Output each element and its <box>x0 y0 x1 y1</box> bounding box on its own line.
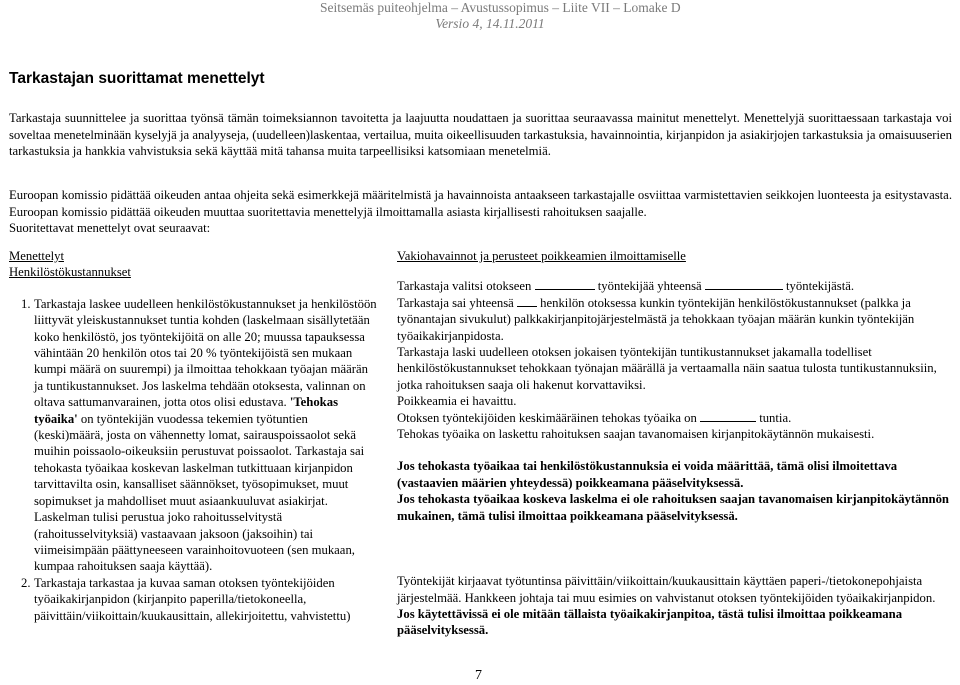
procedure-list <box>9 296 377 624</box>
finding-no-exceptions: Poikkeamia ei havaittu. <box>397 394 517 409</box>
finding-recalculation: Tarkastaja laski uudelleen otoksen jokaisen työntekijän tuntikustannukset jakamalla todelliset henkilöstökustannukset tehokkaan työnajan määrällä ja vertaamalla näin saatua tulosta tuntikustannuksiin, jotka rahoituksen saaja oli hakenut korvattaviksi. <box>397 345 937 392</box>
exception-note-1: Jos tehokasta työaikaa tai henkilöstökustannuksia ei voida määrittää, tämä olisi ilmoitettava (vastaavien määrien yhteydessä) poikkeamana pääselvityksessä. <box>397 459 898 490</box>
exception-note-2: Jos tehokasta työaikaa koskeva laskelma ei ole rahoituksen saajan tavanomaisen kirjanpitokäytännön mukainen, tämä tulisi ilmoittaa poikkeamana pääselvityksessä. <box>397 492 949 523</box>
finding-sample <box>397 278 953 294</box>
procedures-intro: Suoritettavat menettelyt ovat seuraavat: <box>9 221 211 236</box>
finding-text: Otoksen työntekijöiden keskimääräinen tehokas työaika on <box>397 410 697 425</box>
finding-text: tuntia. <box>759 410 792 425</box>
procedure-text-continued: on työntekijän vuodessa tekemien työtuntien (keski)määrä, josta on vähennetty lomat, sairauspoissaolot sekä muihin poissaolo-oikeuksiin perustuvat poissaolot. Tarkastaja sai tehokasta työaikaa koskevan laskelman tutkittuaan kirjanpidon tarvittavilta osin, kansalliset säännökset, työsopimukset, muut sopimukset ja mahdolliset muut asiaankuuluvat asiakirjat. Laskelman tulisi perustua joko rahoitusselvitystä (rahoitusselvityksiä) vastaavaan jaksoon (jaksoihin) tai viimeisimpään päättyneeseen varainhoitovuoteen (sen mukaan, kumpaa rahoituksen saaja käyttää). <box>34 411 365 574</box>
findings-heading: Vakiohavainnot ja perusteet poikkeamien ilmoittamiselle <box>397 249 686 263</box>
procedure-item-1 <box>9 296 377 575</box>
blank-field <box>705 278 783 290</box>
blank-field <box>535 278 595 290</box>
finding-text: työntekijää yhteensä <box>597 279 702 294</box>
procedure-number: 2. <box>21 575 31 590</box>
page-number: 7 <box>475 668 482 683</box>
procedure-text: Tarkastaja laskee uudelleen henkilöstökustannukset ja henkilöstöön liittyvät yleiskustannukset tuntia kohden (laskelmaan sisällytetään koko henkilöstö, jos työntekijöitä on alle 20; muussa tapauksessa vähintään 20 henkilön otos tai 20 % työntekijöistä sen mukaan kumpi määrä on suurempi) ja ilmoittaa tehokkaan työajan määrän ja tuntikustannukset. Jos laskelma tehdään otoksesta, valinnan on oltava sattumanvarainen, jotta otos olisi edustava. <box>34 296 377 410</box>
procedure-bold-text: 'Tehokas työaika' <box>34 395 339 426</box>
findings-column <box>397 248 953 639</box>
personnel-costs-heading: Henkilöstökustannukset <box>9 265 131 280</box>
finding-average-hours <box>397 410 953 426</box>
document-header <box>320 0 681 32</box>
procedure-number: 1. <box>21 296 31 311</box>
blank-field <box>517 295 537 307</box>
finding-accounting-practice: Tehokas työaika on laskettu rahoituksen saajan tavanomaisen kirjanpitokäytännön mukaisesti. <box>397 427 875 442</box>
header-line-1: Seitsemäs puiteohjelma – Avustussopimus – Liite VII – Lomake D <box>320 0 681 15</box>
finding-text: henkilön otoksessa kunkin työntekijän henkilöstökustannukset (palkka ja työnantajan sivukulut) palkkakirjanpitojärjestelmästä ja tehokkaan työajan määrän kunkin työntekijän työaikakirjanpidosta. <box>397 295 915 343</box>
finding-text: Tarkastaja sai yhteensä <box>397 295 514 310</box>
header-line-2: Versio 4, 14.11.2011 <box>435 16 545 31</box>
procedures-heading: Menettelyt <box>9 249 64 263</box>
finding-time-records: Työntekijät kirjaavat työtuntinsa päivittäin/viikoittain/kuukausittain käyttäen paperi-/tietokonepohjaista järjestelmää. Hankkeen johtaja tai muu esimies on vahvistanut otoksen työntekijöiden työaikakirjanpidon. <box>397 574 936 605</box>
finding-text: työntekijästä. <box>786 279 855 294</box>
finding-costs <box>397 295 953 344</box>
section-title: Tarkastajan suorittamat menettelyt <box>9 70 265 87</box>
procedures-column <box>9 248 377 624</box>
intro-paragraph: Tarkastaja suunnittelee ja suorittaa työnsä tämän toimeksiannon tavoitetta ja laajuutta noudattaen ja suorittaa seuraavassa mainitut menettelyt. Menettelyjä suorittaessaan tarkastaja voi soveltaa menetelminään kyselyjä ja analyyseja, (uudelleen)laskentaa, vertailua, muita oikeellisuuden tarkastuksia, havainnointia, kirjanpidon ja asiakirjojen tarkastuksia ja omaisuuserien tarkastuksia ja hankkia vahvistuksia sekä käyttää mitä tahansa muita tarpeellisiksi katsomiaan menetelmiä. <box>9 111 952 159</box>
blank-field <box>700 410 756 422</box>
commission-text: Euroopan komissio pidättää oikeuden antaa ohjeita sekä esimerkkejä määritelmistä ja havainnoista antaakseen tarkastajalle osviittaa varmistettavien seikkojen luonteesta ja esitystavasta. Euroopan komissio pidättää oikeuden muuttaa suoritettavia menettelyjä ilmoittamalla asiasta kirjallisesti rahoituksen saajalle. <box>9 188 952 219</box>
procedure-text: Tarkastaja tarkastaa ja kuvaa saman otoksen työntekijöiden työaikakirjanpidon (kirjanpito paperilla/tietokoneella, päivittäin/viikoittain/kuukausittain, allekirjoitettu, vahvistettu) <box>34 575 351 623</box>
commission-paragraph <box>9 187 952 237</box>
exception-note-3: Jos käytettävissä ei ole mitään tällaista työaikakirjanpitoa, tästä tulisi ilmoittaa poikkeamana pääselvityksessä. <box>397 606 903 638</box>
procedure-item-2 <box>9 575 377 624</box>
finding-text: Tarkastaja valitsi otokseen <box>397 279 532 294</box>
